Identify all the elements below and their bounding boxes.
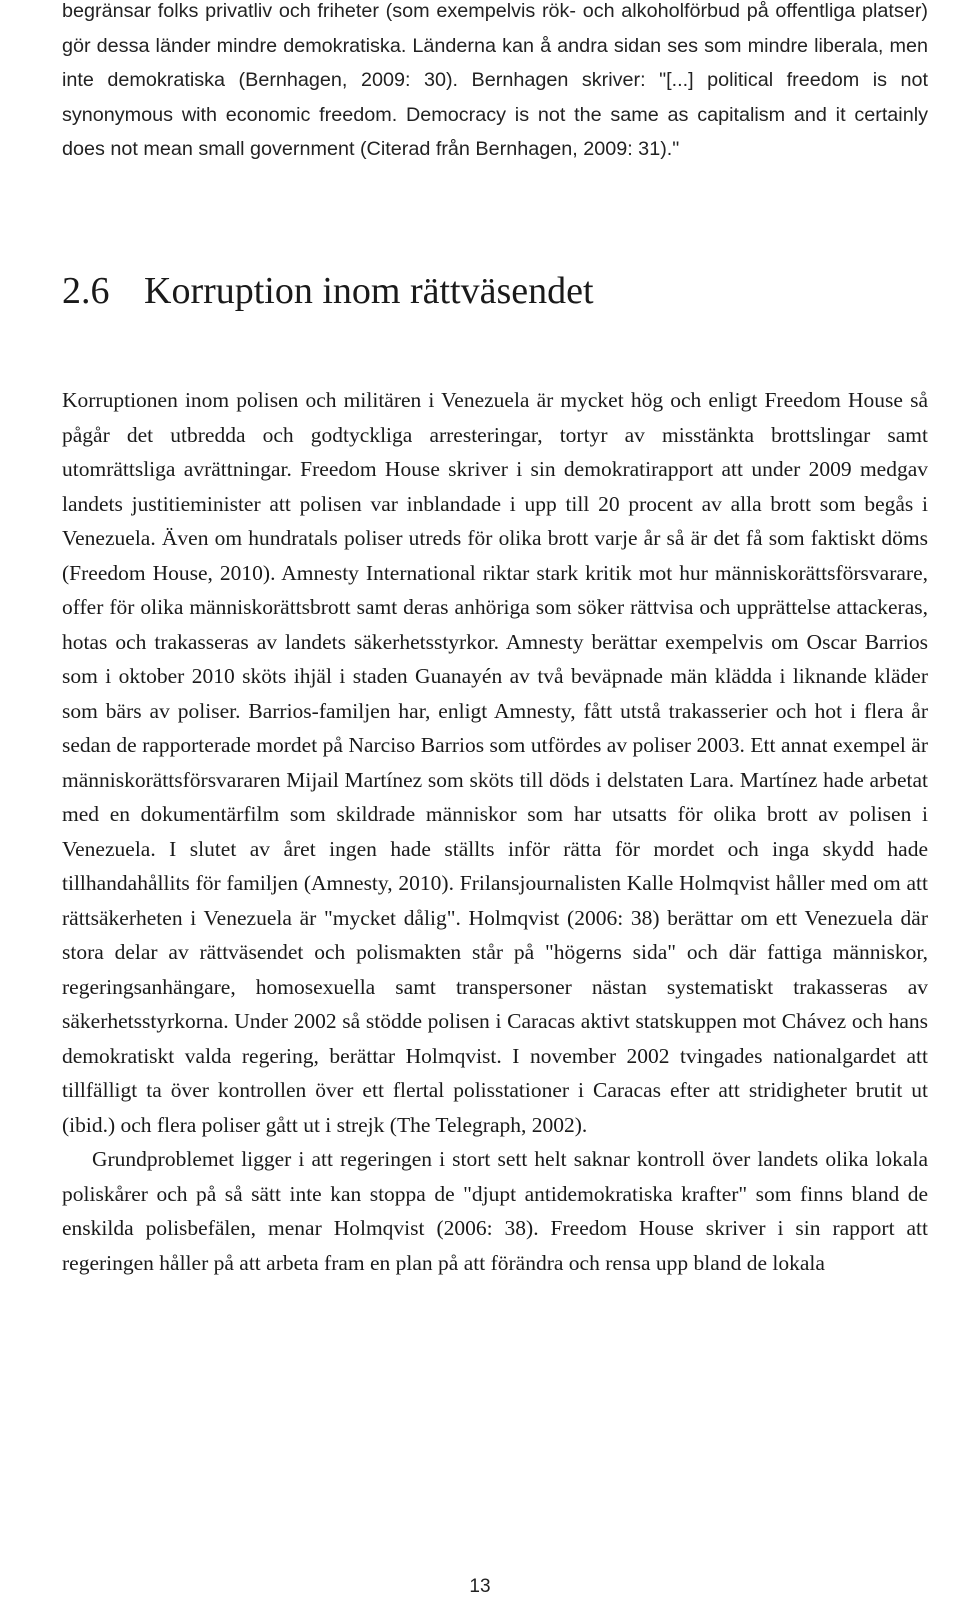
page-number: 13 [469, 1576, 491, 1597]
body-paragraph-2: Grundproblemet ligger i att regeringen i stort sett helt saknar kontroll över landets olika lokala poliskårer och på så sätt inte kan stoppa de "djupt antidemokratiska krafter" som finns bland de enskilda polisbefälen, menar Holmqvist (2006: 38). Freedom House skriver i sin rapport att regeringen håller på att arbeta fram en plan på att förändra och rensa upp bland de lokala [62, 1147, 928, 1275]
body-paragraph-1: Korruptionen inom polisen och militären i Venezuela är mycket hög och enligt Freedom House så pågår det utbredda och godtyckliga arresteringar, tortyr av misstänkta brottslingar samt utomrättsliga avrättningar. Freedom House skriver i sin demokratirapport att under 2009 medgav landets justitieminister att polisen var inblandade i upp till 20 procent av alla brott som begås i Venezuela. Även om hundratals poliser utreds för olika brott varje år så är det få som faktiskt döms (Freedom House, 2010). Amnesty International riktar stark kritik mot hur människorättsförsvarare, offer för olika människorättsbrott samt deras anhöriga som söker rättvisa och upprättelse attackeras, hotas och trakasseras av landets säkerhetsstyrkor. Amnesty berättar exempelvis om Oscar Barrios som i oktober 2010 sköts ihjäl i staden Guanayén av två beväpnade män klädda i liknande kläder som bärs av poliser. Barrios-familjen har, enligt Amnesty, fått utstå trakasserier och hot i flera år sedan de rapporterade mordet på Narciso Barrios som utfördes av poliser 2003. Ett annat exempel är människorättsförsvararen Mijail Martínez som sköts till döds i delstaten Lara. Martínez hade arbetat med en dokumentärfilm som skildrade människor som har utsatts för olika brott av polisen i Venezuela. I slutet av året ingen hade ställts inför rätta för mordet och inga skydd hade tillhandahållits för familjen (Amnesty, 2010). Frilansjournalisten Kalle Holmqvist håller med om att rättsäkerheten i Venezuela är "mycket dålig". Holmqvist (2006: 38) berättar om ett Venezuela där stora delar av rättväsendet och polismakten står på "högerns sida" och där fattiga människor, regeringsanhängare, homosexuella samt transpersoner nästan systematiskt trakasseras av säkerhetsstyrkorna. Under 2002 så stödde polisen i Caracas aktivt statskuppen mot Chávez och hans demokratiskt valda regering, berättar Holmqvist. I november 2002 tvingades nationalgardet att tillfälligt ta över kontrollen över ett flertal polisstationer i Caracas efter att stridigheter brutit ut (ibid.) och flera poliser gått ut i strejk (The Telegraph, 2002). [62, 388, 928, 1137]
section-heading [62, 266, 594, 316]
section-title: Korruption inom rättväsendet [144, 270, 594, 312]
section-body [62, 383, 928, 1280]
page-content [62, 0, 928, 1275]
section-number: 2.6 [62, 270, 110, 312]
continued-paragraph: begränsar folks privatliv och friheter (som exempelvis rök- och alkoholförbud på offentliga platser) gör dessa länder mindre demokratiska. Länderna kan å andra sidan ses som mindre liberala, men inte demokratiska (Bernhagen, 2009: 30). Bernhagen skriver: "[...] political freedom is not synonymous with economic freedom. Democracy is not the same as capitalism and it certainly does not mean small government (Citerad från Bernhagen, 2009: 31)." [62, 0, 928, 160]
